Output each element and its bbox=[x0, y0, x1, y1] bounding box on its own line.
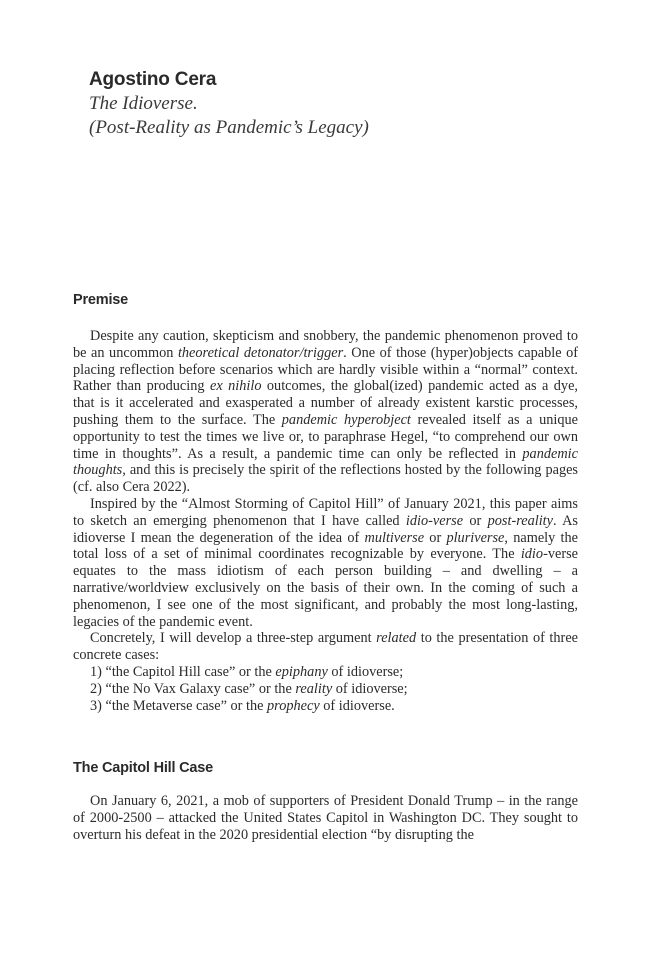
list-item bbox=[73, 681, 578, 698]
paragraph bbox=[73, 496, 578, 630]
section-heading-premise: Premise bbox=[73, 292, 129, 308]
article-title: The Idioverse. bbox=[89, 93, 198, 114]
paragraph: On January 6, 2021, a mob of supporters of President Donald Trump – in the range of 2000-2500 – attacked the United States Capitol in Washington DC. They sought to overturn his defeat in the 2020 presidential election “by disrupting the bbox=[73, 793, 578, 843]
text-run: , and this is precisely the spirit of the reflections hosted by the following pages (cf. also Cera 2022). bbox=[73, 462, 578, 496]
text-run: or bbox=[463, 512, 488, 529]
article-subtitle: (Post-Reality as Pandemic’s Legacy) bbox=[89, 117, 369, 138]
text-run: of idioverse; bbox=[332, 680, 408, 697]
emphasis: related bbox=[376, 630, 417, 647]
capitol-body bbox=[73, 793, 578, 843]
text-run: outcomes, the global(ized) pandemic acted as a dye, that is it accelerated and exasperated a number of already existent karstic processes, pushing them to the surface. The bbox=[73, 378, 578, 428]
text-run: to the presentation of three concrete cases: bbox=[73, 630, 579, 664]
article-header bbox=[89, 68, 609, 140]
emphasis: reality bbox=[295, 680, 333, 697]
emphasis: ex nihilo bbox=[209, 378, 262, 395]
text-run: , namely the total loss of a set of minimal coordinates recognizable by everyone. The bbox=[73, 529, 578, 563]
text-run: of idioverse. bbox=[319, 697, 395, 714]
emphasis: pandemic thoughts bbox=[73, 445, 578, 479]
text-run: revealed itself as a unique opportunity to test the times we live or, to paraphrase Hegel, “to comprehend our own time in thoughts”. As a result, a pandemic time can only be reflected in bbox=[73, 411, 578, 462]
list-item bbox=[73, 664, 578, 681]
text-run: 2) “the No Vax Galaxy case” or the bbox=[90, 680, 296, 697]
case-list bbox=[73, 664, 578, 714]
emphasis: prophecy bbox=[267, 697, 320, 714]
emphasis: pluriverse bbox=[446, 529, 505, 546]
emphasis: epiphany bbox=[275, 663, 328, 680]
text-run: 3) “the Metaverse case” or the bbox=[90, 697, 268, 714]
text-run: . As idioverse I mean the degeneration of the idea of bbox=[73, 512, 578, 546]
emphasis: pandemic hyperobject bbox=[281, 411, 411, 428]
emphasis: theoretical detonator/trigger bbox=[177, 344, 344, 361]
text-run: or bbox=[424, 529, 447, 546]
text-run: 1) “the Capitol Hill case” or the bbox=[90, 663, 276, 680]
paragraph bbox=[73, 630, 578, 664]
author-name: Agostino Cera bbox=[89, 69, 217, 90]
emphasis: post-reality bbox=[487, 512, 553, 529]
text-run: of idioverse; bbox=[327, 663, 404, 680]
premise-body bbox=[73, 328, 578, 714]
paragraph bbox=[73, 328, 578, 496]
text-run: Inspired by the “Almost Storming of Capitol Hill” of January 2021, this paper aims to sketch an emerging phenomenon that I have called bbox=[73, 495, 578, 529]
emphasis: idio-verse bbox=[405, 512, 464, 529]
text-run: Despite any caution, skepticism and snobbery, the pandemic phenomenon proved to be an uncommon bbox=[73, 328, 578, 361]
text-run: . One of those (hyper)objects capable of placing reflection before scenarios which are hardly visible within a “normal” context. Rather than producing bbox=[73, 344, 579, 395]
emphasis: idio bbox=[520, 546, 544, 563]
text-run: Concretely, I will develop a three-step argument bbox=[90, 630, 377, 647]
emphasis: multiverse bbox=[364, 529, 425, 546]
list-item bbox=[73, 698, 578, 715]
text-run: -verse equates to the mass idiotism of each person building – and dwelling – a narrative/worldview exclusively on the basis of their own. In the coming of such a phenomenon, I see one of the most significant, and probably the most long-lasting, legacies of the pandemic event. bbox=[73, 546, 578, 630]
section-heading-capitol-hill: The Capitol Hill Case bbox=[73, 760, 214, 776]
